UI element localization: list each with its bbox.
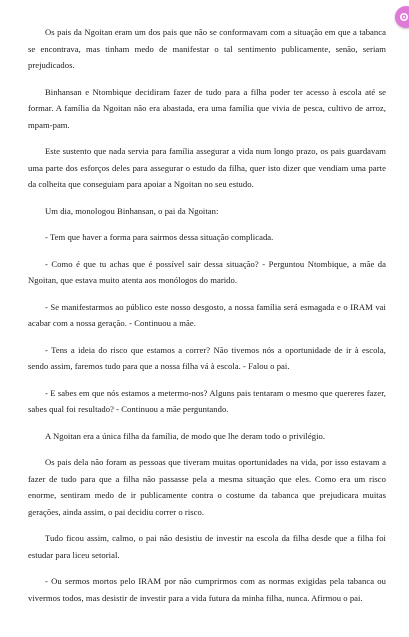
paragraph: - Tens a ideia do risco que estamos a correr? Não tivemos nós a oportunidade de ir à escola, sendo assim, faremos tudo para que a nossa filha vá à escola. - Falou o pai. (28, 344, 386, 371)
paragraph: - Se manifestarmos ao público este nosso desgosto, a nossa família será esmagada e o IRAM vai acabar com a nossa geração. - Continuou a mãe. (28, 301, 386, 328)
paragraph: - Ou sermos mortos pelo IRAM por não cumprirmos com as normas exigidas pela tabanca ou vivermos todos, mas desistir de investir para a vida futura da minha filha, nunca. Afirmou o pai. (28, 576, 386, 603)
paragraph: - Como é que tu achas que é possível sair dessa situação? - Perguntou Ntombique, a mãe da Ngoitan, que estava muito atenta aos monólogos do marido. (28, 258, 386, 285)
document-body (28, 24, 386, 616)
paragraph: Os pais da Ngoitan eram um dos pais que não se conformavam com a situação em que a tabanca se encontrava, mas tinham medo de manifestar o tal sentimento publicamente, senão, seriam prejudicados. (28, 27, 386, 70)
paragraph: Os pais dela não foram as pessoas que tiveram muitas oportunidades na vida, por isso estavam a fazer de tudo para que a filha não passasse pela a mesma situação que eles. Como era um risco enorme, sentiram medo de ir publicamente contra o costume da tabanca que prejudicara muitas gerações, ainda assim, o pai decidiu correr o risco. (28, 457, 386, 517)
paragraph: Um dia, monologou Binhansan, o pai da Ngoitan: (45, 205, 219, 216)
paragraph: A Ngoitan era a única filha da família, de modo que lhe deram todo o privilégio. (45, 430, 326, 441)
settings-floating-button[interactable] (395, 6, 409, 28)
paragraph: - Tem que haver a forma para sairmos dessa situação complicada. (45, 232, 274, 242)
paragraph: - E sabes em que nós estamos a metermo-nos? Alguns pais tentaram o mesmo que quereres fazer, sabes qual foi resultado? - Continuou a mãe perguntando. (28, 387, 386, 414)
paragraph: Binhansan e Ntombique decidiram fazer de tudo para a filha poder ter acesso à escola até se formar. A família da Ngoitan não era abastada, era uma família que vivia de pesca, cultivo de arroz, mpam-pam. (28, 86, 386, 130)
paragraph: Tudo ficou assim, calmo, o pai não desistiu de investir na escola da filha desde que a filha foi estudar para liceu setorial. (28, 533, 386, 560)
paragraph: Este sustento que nada servia para família assegurar a vida num longo prazo, os pais guardavam uma parte dos esforços deles para assegurar o estudo da filha, quer isto dizer que vendiam uma parte da colheita que conseguiam para apoiar a Ngoitan no seu estudo. (28, 146, 386, 189)
settings-icon (403, 11, 409, 23)
